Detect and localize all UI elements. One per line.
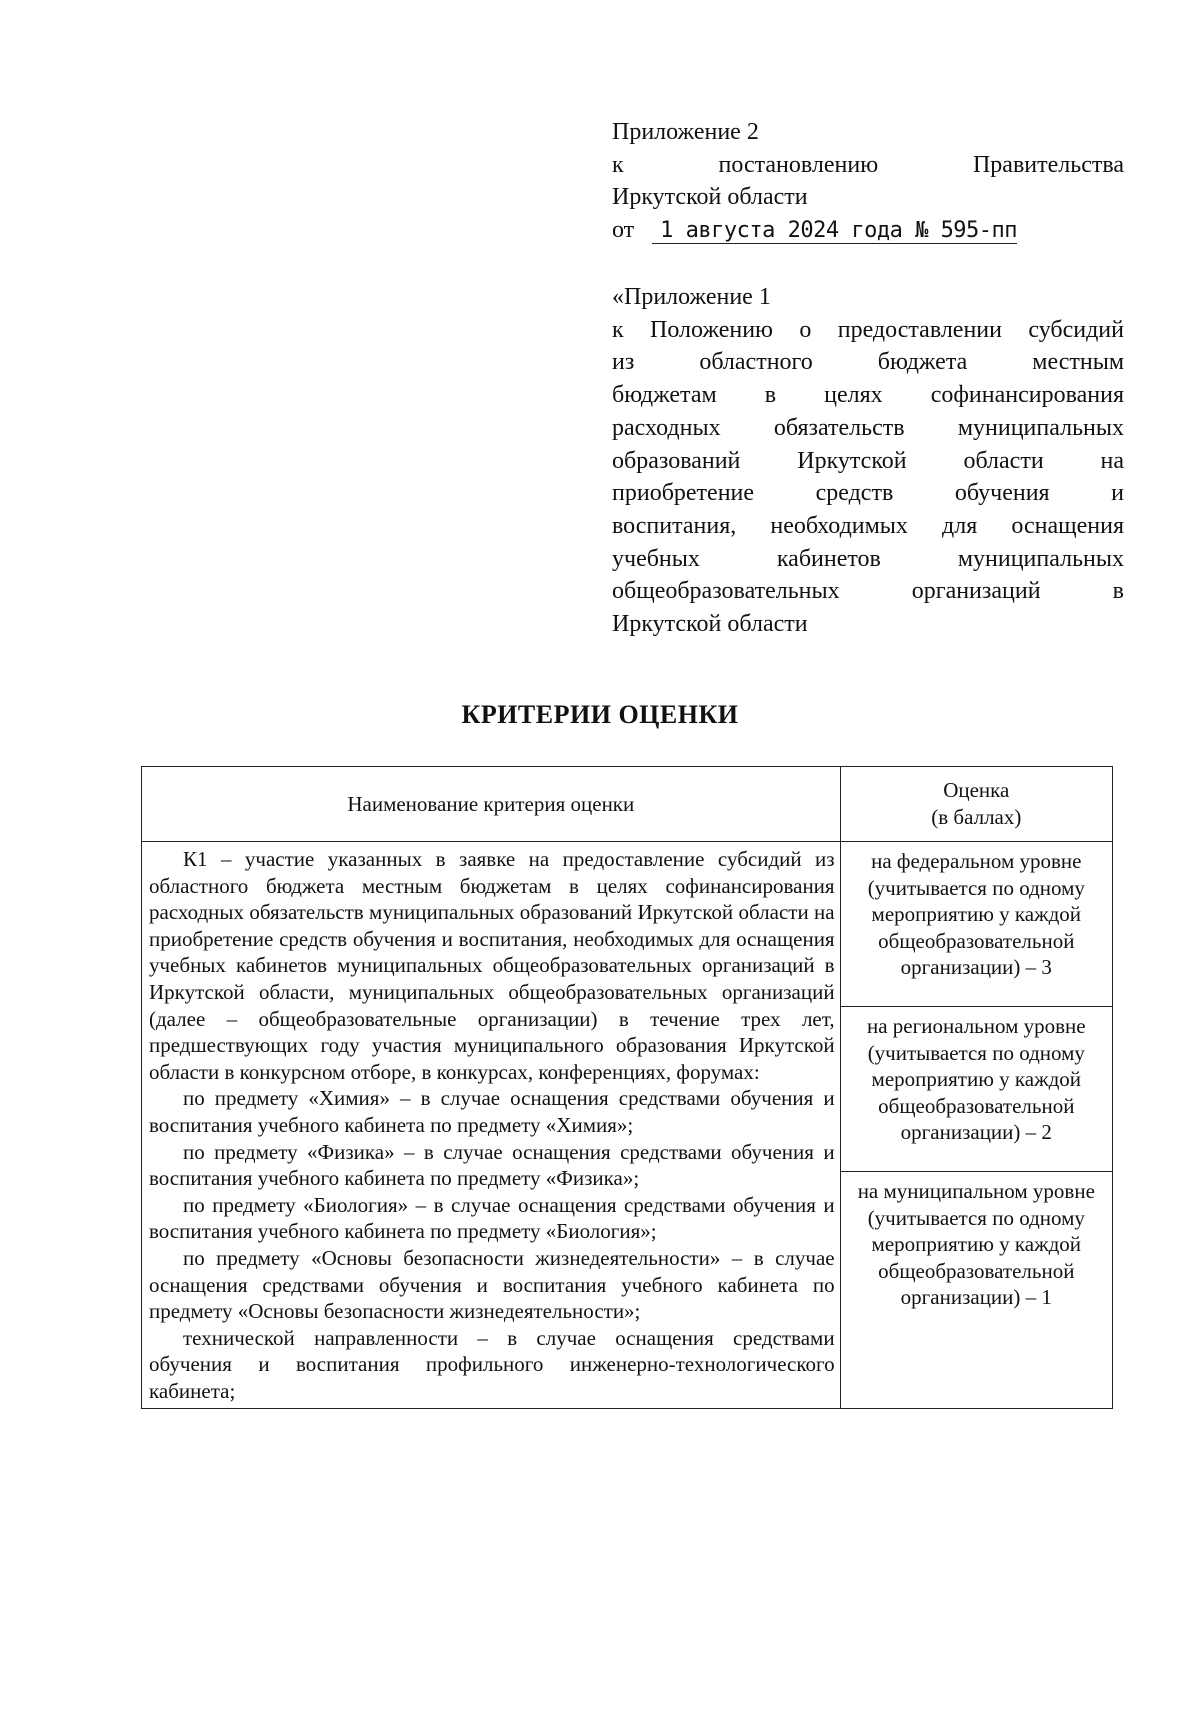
header-criterion: Наименование критерия оценки <box>142 767 841 842</box>
from-word: от <box>612 217 635 244</box>
criterion-paragraph: по предмету «Химия» – в случае оснащения средствами обучения и воспитания учебного кабинета по предмету «Химия»; <box>149 1086 835 1137</box>
annex-2-resolution-line <box>612 149 1124 182</box>
annex-1-line: к Положению о предоставлении субсидий <box>612 316 1124 343</box>
to-word: к <box>612 151 624 178</box>
annex-1-line: общеобразовательных организаций в <box>612 578 1124 605</box>
annex-1-line: Иркутской области <box>612 611 808 638</box>
annex-1-line: расходных обязательств муниципальных <box>612 414 1124 441</box>
header-score-line2: (в баллах) <box>931 805 1022 829</box>
annex-1-header <box>612 281 1124 641</box>
annex-1-line: «Приложение 1 <box>612 284 771 310</box>
criterion-paragraph: по предмету «Основы безопасности жизнедеятельности» – в случае оснащения средствами обучения и воспитания учебного кабинета по предмету «Основы безопасности жизнедеятельности»; <box>149 1245 835 1324</box>
score-municipal: на муниципальном уровне (учитывается по одному мероприятию у каждой общеобразовательной организации) – 1 <box>840 1172 1112 1409</box>
header-score <box>840 767 1112 842</box>
table-row <box>142 842 1113 1007</box>
annex-2-region: Иркутской области <box>612 184 808 211</box>
page-title: КРИТЕРИИ ОЦЕНКИ <box>461 700 739 729</box>
table-header-row <box>142 767 1113 842</box>
annex-1-line: образований Иркутской области на <box>612 447 1124 474</box>
annex-2-date-line <box>612 214 1124 247</box>
header-score-line1: Оценка <box>943 778 1010 802</box>
government-word: Правительства <box>972 151 1124 178</box>
criteria-table <box>141 766 1113 1409</box>
date-number-field: 1 августа 2024 года № 595-пп <box>652 218 1017 244</box>
annex-1-line: учебных кабинетов муниципальных <box>612 545 1124 572</box>
criterion-paragraph: К1 – участие указанных в заявке на предоставление субсидий из областного бюджета местным бюджетам в целях софинансирования расходных обязательств муниципальных образований Иркутской области на приобретение средств обучения и воспитания, необходимых для оснащения учебных кабинетов муниципальных общеобразовательных организаций в Иркутской области, муниципальных общеобразовательных организаций (далее – общеобразовательные организации) в течение трех лет, предшествующих году участия муниципального образования Иркутской области в конкурсном отборе, в конкурсах, конференциях, форумах: <box>149 847 835 1084</box>
annex-2-header <box>612 116 1124 247</box>
annex-2-label: Приложение 2 <box>612 119 759 145</box>
annex-1-line: воспитания, необходимых для оснащения <box>612 512 1124 539</box>
score-regional: на региональном уровне (учитывается по одному мероприятию у каждой общеобразовательной организации) – 2 <box>840 1007 1112 1172</box>
criterion-paragraph: технической направленности – в случае оснащения средствами обучения и воспитания профильного инженерно-технологического кабинета; <box>149 1325 835 1403</box>
criterion-k1-cell <box>142 842 841 1409</box>
resolution-word: постановлению <box>718 151 879 178</box>
annex-1-line: приобретение средств обучения и <box>612 480 1124 507</box>
annex-1-line: из областного бюджета местным <box>612 349 1124 376</box>
criterion-paragraph: по предмету «Физика» – в случае оснащения средствами обучения и воспитания учебного кабинета по предмету «Физика»; <box>149 1139 835 1191</box>
annex-1-line: бюджетам в целях софинансирования <box>612 382 1124 409</box>
score-federal: на федеральном уровне (учитывается по одному мероприятию у каждой общеобразовательной организации) – 3 <box>840 842 1112 1007</box>
criterion-paragraph: по предмету «Биология» – в случае оснащения средствами обучения и воспитания учебного кабинета по предмету «Биология»; <box>149 1192 835 1244</box>
